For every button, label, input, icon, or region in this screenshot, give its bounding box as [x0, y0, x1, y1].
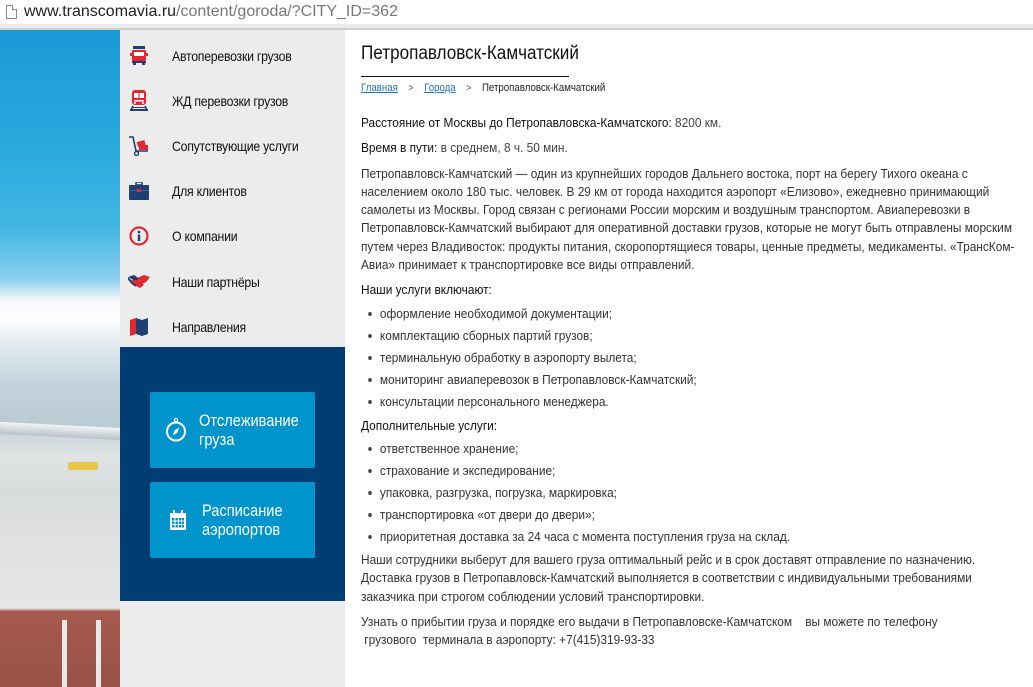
sidebar-item-label: Направления [172, 318, 246, 335]
breadcrumb-separator: > [466, 82, 472, 94]
distance-value: 8200 км. [671, 115, 722, 130]
handshake-icon [128, 271, 150, 293]
sidebar-item-label: ЖД перевозки грузов [172, 92, 289, 109]
contact-line-1: Узнать о прибытии груза и порядке его выдачи в Петропавловске-Камчатском вы можете по телефону [361, 613, 938, 629]
address-bar[interactable] [0, 0, 1033, 30]
sidebar-item-about[interactable] [120, 214, 345, 259]
list-item: упаковка, разгрузка, погрузка, маркировка; [368, 482, 1025, 504]
sidebar-item-related-services[interactable] [120, 123, 345, 168]
extra-services-heading: Дополнительные услуги: [361, 417, 498, 433]
compass-icon [150, 418, 203, 442]
cargo-tracking-button[interactable] [150, 392, 315, 468]
hand-cart-icon [128, 135, 150, 157]
airport-schedule-button[interactable] [150, 482, 315, 558]
sidebar-item-label: Сопутствующие услуги [172, 137, 299, 154]
article-body [361, 114, 1025, 649]
sidebar-nav [120, 30, 345, 349]
sidebar-item-rail-freight[interactable] [120, 78, 345, 123]
list-item: комплектацию сборных партий грузов; [368, 325, 1025, 347]
sidebar-item-directions[interactable] [120, 304, 345, 349]
container-lock-bar [62, 620, 67, 687]
truck-icon [128, 45, 150, 67]
breadcrumb-home-link[interactable]: Главная [361, 82, 398, 94]
sidebar-item-partners[interactable] [120, 259, 345, 304]
cargo-tracking-label: Отслеживание груза [198, 411, 299, 449]
sidebar-item-label: Автоперевозки грузов [172, 47, 292, 64]
intro-paragraph: Петропавловск-Камчатский — один из крупнейших городов Дальнего востока, порт на берегу Тихого океана с населением около 180 тыс. человек. В 29 км от города находится аэропорт «Елизово», ежедневно принимающий самолеты из Москвы. Город связан с регионами России морским и воздушным транспортом. Авиаперевозки в Петропавловск-Камчатский выбирают для оперативной доставки грузов, которые не могут быть отправлены морским путем через Владивосток: продукты питания, скоропортящиеся товары, ценные предметы, медикаменты. «ТрансКом-Авиа» принимает к транспортировке все виды отправлений. [361, 165, 1015, 273]
airport-vehicle [68, 462, 98, 470]
breadcrumb-cities-link[interactable]: Города [424, 82, 456, 94]
list-item: консультации персонального менеджера. [368, 391, 1025, 413]
map-icon [128, 316, 150, 338]
closing-paragraph: Наши сотрудники выберут для вашего груза оптимальный рейс и в срок доставят отправление по назначению. Доставка грузов в Петропавловск-Камчатский выполняется в соответствии с индивидуальными требованиями заказчика при строгом соблюдении условий транспортировки. [361, 551, 976, 604]
services-heading: Наши услуги включают: [361, 282, 492, 298]
breadcrumb-separator: > [408, 82, 414, 94]
list-item: страхование и экспедирование; [368, 460, 1025, 482]
sidebar-item-label: Для клиентов [172, 183, 247, 200]
airplane-wing [0, 422, 120, 440]
calendar-icon [150, 510, 206, 530]
services-list [361, 303, 1025, 413]
sidebar-item-road-freight[interactable] [120, 33, 345, 78]
promo-panel [120, 347, 345, 601]
sidebar-item-label: О компании [172, 228, 238, 245]
title-divider [361, 76, 569, 77]
travel-time-label: Время в пути: [361, 140, 438, 156]
train-icon [128, 90, 150, 112]
breadcrumb-current: Петропавловск-Камчатский [481, 82, 606, 94]
list-item: транспортировка «от двери до двери»; [368, 504, 1025, 526]
sidebar-item-clients[interactable] [120, 169, 345, 214]
url-host: www.transcomavia.ru [24, 3, 177, 20]
distance-label: Расстояние от Москвы до Петропавловска-Камчатского: [361, 115, 672, 130]
url-text[interactable] [24, 3, 398, 21]
travel-time-value: в среднем, 8 ч. 50 мин. [437, 140, 568, 156]
sidebar [120, 30, 345, 687]
page-title: Петропавловск-Камчатский [361, 43, 579, 64]
url-path: /content/goroda/?CITY_ID=362 [176, 3, 398, 20]
contact-line-2: грузового терминала в аэропорту: +7(415)319-93-33 [361, 632, 655, 648]
page-icon [6, 5, 17, 19]
breadcrumb [361, 82, 935, 94]
info-icon [128, 225, 150, 247]
travel-time-fact [361, 139, 1025, 157]
briefcase-icon [128, 180, 150, 202]
list-item: приоритетная доставка за 24 часа с момента поступления груза на склад. [368, 526, 1025, 548]
container-lock-bar [96, 620, 101, 687]
list-item: оформление необходимой документации; [368, 303, 1025, 325]
main-content [345, 30, 1033, 687]
background-photo [0, 30, 120, 687]
sidebar-item-label: Наши партнёры [172, 273, 260, 290]
extra-services-list [361, 438, 1025, 548]
airport-schedule-label: Расписание аэропортов [202, 501, 283, 539]
list-item: терминальную обработку в аэропорту вылета; [368, 347, 1025, 369]
list-item: ответственное хранение; [368, 438, 1025, 460]
distance-fact [361, 114, 1025, 132]
list-item: мониторинг авиаперевозок в Петропавловск-Камчатский; [368, 369, 1025, 391]
